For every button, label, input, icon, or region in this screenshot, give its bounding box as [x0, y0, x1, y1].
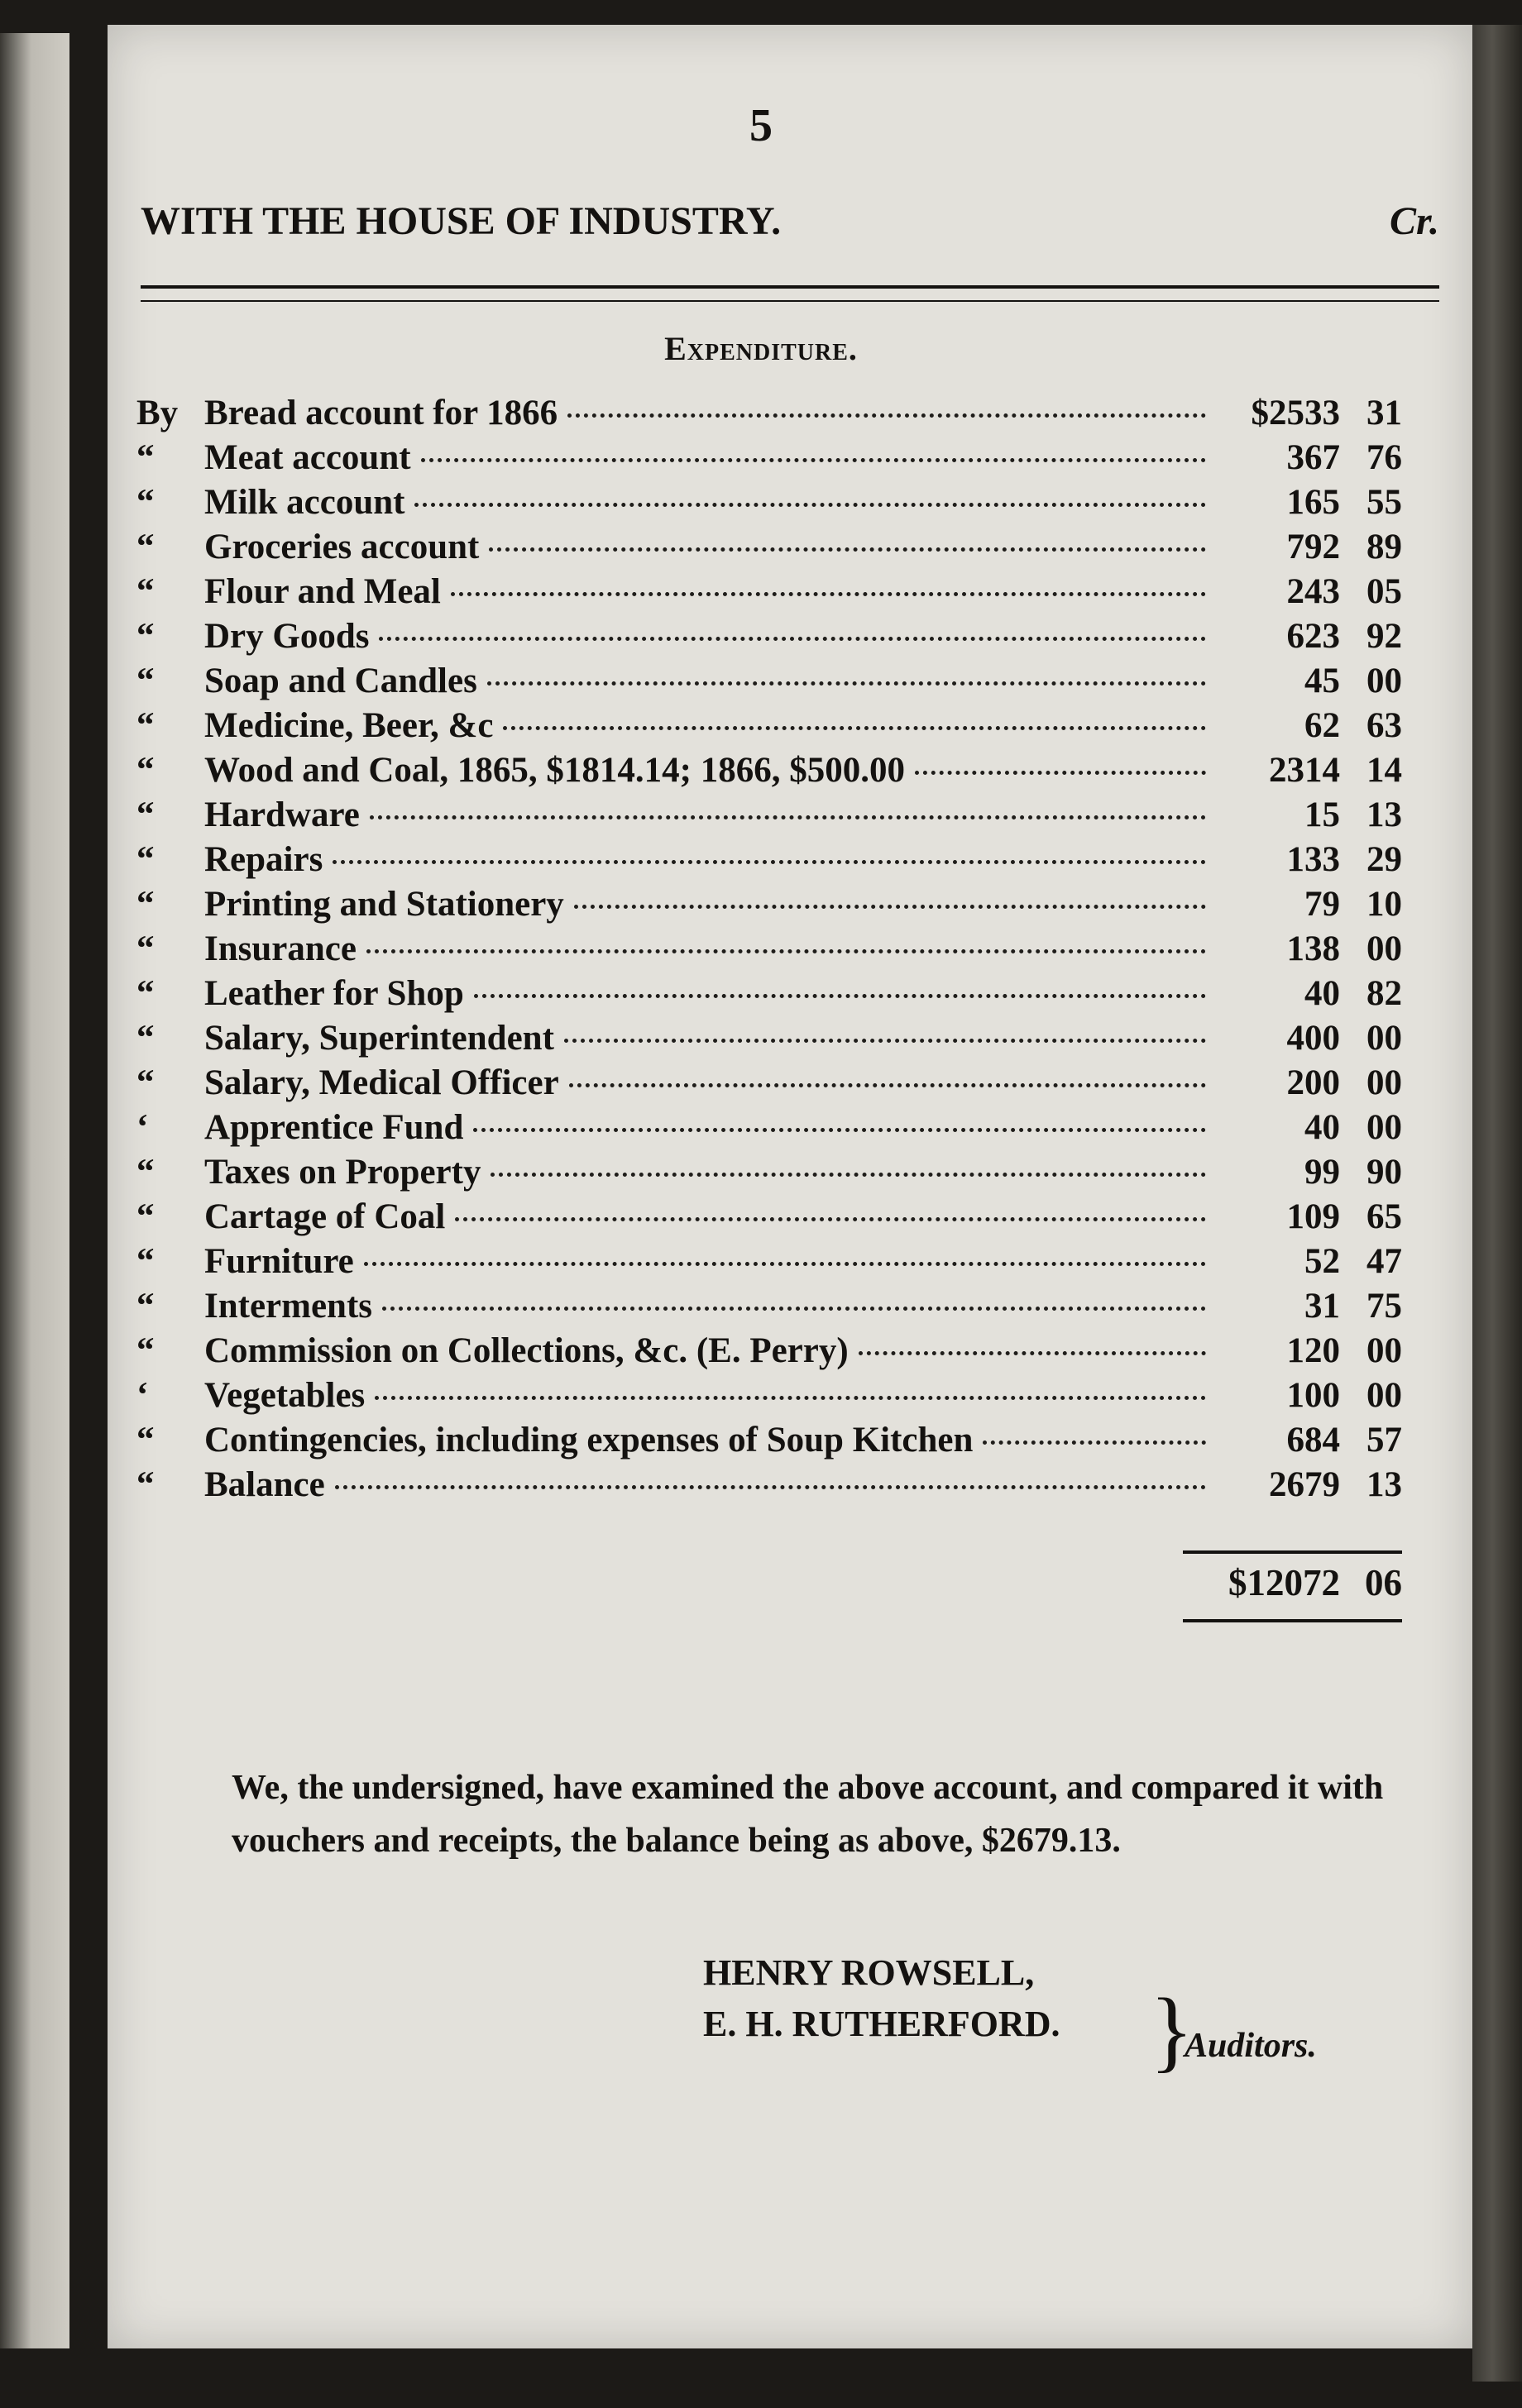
- ledger-row: [136, 661, 1402, 705]
- row-prefix: ‘: [136, 1108, 149, 1147]
- signatory-1: HENRY ROWSELL,: [703, 1952, 1035, 1993]
- ledger-row: [136, 1152, 1402, 1197]
- ledger-row: [136, 1331, 1402, 1375]
- row-dollars: 15: [1304, 796, 1340, 834]
- dot-leader: [455, 1217, 1206, 1221]
- credit-side-label: Cr.: [1389, 199, 1439, 243]
- row-label: Salary, Medical Officer: [204, 1063, 559, 1102]
- row-label: Repairs: [204, 840, 323, 879]
- row-label: Vegetables: [204, 1376, 366, 1415]
- total-rule-top: [1183, 1550, 1402, 1554]
- row-dollars: 45: [1304, 662, 1340, 700]
- dot-leader: [491, 1173, 1206, 1177]
- row-prefix: “: [136, 974, 155, 1013]
- dot-leader: [379, 637, 1206, 641]
- row-label: Apprentice Fund: [204, 1108, 464, 1147]
- ledger-title: WITH THE HOUSE OF INDUSTRY.: [141, 199, 782, 243]
- ledger-row: [136, 1018, 1402, 1063]
- row-dollars: 165: [1286, 483, 1340, 522]
- row-cents: 10: [1366, 885, 1402, 924]
- row-cents: 13: [1366, 1465, 1402, 1504]
- row-cents: 00: [1366, 1019, 1402, 1058]
- row-cents: 00: [1366, 1108, 1402, 1147]
- row-label: Cartage of Coal: [204, 1197, 446, 1236]
- dot-leader: [489, 547, 1206, 552]
- row-dollars: 684: [1286, 1421, 1340, 1460]
- dot-leader: [859, 1351, 1206, 1355]
- row-dollars: 400: [1286, 1019, 1340, 1058]
- ledger-row: [136, 1286, 1402, 1331]
- row-cents: 00: [1366, 662, 1402, 700]
- ledger-row: [136, 393, 1402, 437]
- row-dollars: 792: [1286, 528, 1340, 566]
- book-spine-edge: [1472, 25, 1522, 2382]
- row-prefix: “: [136, 572, 155, 611]
- row-prefix: “: [136, 528, 155, 566]
- page-number: 5: [749, 100, 773, 151]
- ledger-row: [136, 1420, 1402, 1464]
- ledger-row: [136, 929, 1402, 973]
- row-cents: 55: [1366, 483, 1402, 522]
- dot-leader: [473, 1128, 1206, 1132]
- section-title: Expenditure.: [664, 330, 858, 367]
- row-prefix: “: [136, 751, 155, 790]
- row-cents: 76: [1366, 438, 1402, 477]
- row-dollars: 133: [1286, 840, 1340, 879]
- row-cents: 14: [1366, 751, 1402, 790]
- row-prefix: “: [136, 1331, 155, 1370]
- row-label: Leather for Shop: [204, 974, 464, 1013]
- row-label: Taxes on Property: [204, 1153, 481, 1192]
- row-dollars: 200: [1286, 1063, 1340, 1102]
- dot-leader: [503, 726, 1206, 730]
- ledger-row: [136, 750, 1402, 795]
- row-dollars: 138: [1286, 929, 1340, 968]
- row-dollars: 79: [1304, 885, 1340, 924]
- ledger-row: [136, 437, 1402, 482]
- ledger-row: [136, 1197, 1402, 1241]
- row-cents: 90: [1366, 1153, 1402, 1192]
- row-dollars: 367: [1286, 438, 1340, 477]
- row-dollars: 99: [1304, 1153, 1340, 1192]
- dot-leader: [364, 1262, 1206, 1266]
- auditors-label: Auditors.: [1185, 2027, 1317, 2065]
- row-label: Groceries account: [204, 528, 480, 566]
- row-cents: 29: [1366, 840, 1402, 879]
- row-label: Bread account for 1866: [204, 394, 558, 432]
- ledger-row: [136, 839, 1402, 884]
- row-prefix: “: [136, 885, 155, 924]
- row-dollars: 120: [1286, 1331, 1340, 1370]
- ledger-row: [136, 1241, 1402, 1286]
- row-label: Balance: [204, 1465, 325, 1504]
- signatures: [703, 1947, 1060, 2050]
- row-prefix: “: [136, 929, 155, 968]
- row-dollars: 62: [1304, 706, 1340, 745]
- dot-leader: [382, 1307, 1206, 1311]
- row-cents: 00: [1366, 929, 1402, 968]
- signatory-2: E. H. RUTHERFORD.: [703, 2004, 1060, 2044]
- row-prefix: “: [136, 796, 155, 834]
- total-cents: 06: [1365, 1562, 1402, 1603]
- dot-leader: [421, 458, 1206, 462]
- previous-page-edge: [0, 33, 69, 2348]
- row-label: Soap and Candles: [204, 662, 477, 700]
- dot-leader: [451, 592, 1206, 596]
- row-prefix: “: [136, 1242, 155, 1281]
- dot-leader: [487, 681, 1206, 686]
- dot-leader: [414, 503, 1206, 507]
- row-dollars: $2533: [1251, 394, 1340, 432]
- row-label: Hardware: [204, 796, 360, 834]
- ledger-row: [136, 482, 1402, 527]
- row-prefix: “: [136, 1063, 155, 1102]
- ledger-row: [136, 1375, 1402, 1420]
- row-prefix: “: [136, 840, 155, 879]
- row-dollars: 40: [1304, 974, 1340, 1013]
- row-prefix: “: [136, 1197, 155, 1236]
- row-label: Furniture: [204, 1242, 354, 1281]
- dot-leader: [574, 905, 1206, 909]
- ledger-row: [136, 705, 1402, 750]
- row-cents: 82: [1366, 974, 1402, 1013]
- row-dollars: 100: [1286, 1376, 1340, 1415]
- row-prefix: “: [136, 438, 155, 477]
- row-label: Salary, Superintendent: [204, 1019, 554, 1058]
- row-dollars: 40: [1304, 1108, 1340, 1147]
- row-prefix: “: [136, 1287, 155, 1326]
- row-cents: 92: [1366, 617, 1402, 656]
- row-label: Insurance: [204, 929, 357, 968]
- dot-leader: [375, 1396, 1206, 1400]
- row-cents: 00: [1366, 1063, 1402, 1102]
- row-label: Interments: [204, 1287, 373, 1326]
- auditors-statement: We, the undersigned, have examined the above account, and compared it with vouchers and receipts, the balance being as above, $2679.13.: [232, 1769, 1384, 1860]
- ledger-row: [136, 1063, 1402, 1107]
- row-label: Dry Goods: [204, 617, 370, 656]
- ledger-row: [136, 1107, 1402, 1152]
- expenditure-ledger: [136, 393, 1402, 1509]
- right-brace: }: [1150, 1980, 1194, 2081]
- row-cents: 31: [1366, 394, 1402, 432]
- dot-leader: [335, 1485, 1206, 1489]
- row-label: Medicine, Beer, &c: [204, 706, 494, 745]
- row-dollars: 52: [1304, 1242, 1340, 1281]
- row-cents: 13: [1366, 796, 1402, 834]
- ledger-row: [136, 795, 1402, 839]
- header-double-rule: [141, 285, 1439, 302]
- dot-leader: [366, 949, 1206, 953]
- row-prefix: “: [136, 1019, 155, 1058]
- row-prefix: ‘: [136, 1376, 149, 1415]
- row-dollars: 109: [1286, 1197, 1340, 1236]
- row-prefix: “: [136, 706, 155, 745]
- row-prefix: “: [136, 1421, 155, 1460]
- dot-leader: [569, 1083, 1206, 1087]
- row-label: Meat account: [204, 438, 411, 477]
- row-cents: 63: [1366, 706, 1402, 745]
- dot-leader: [567, 413, 1206, 418]
- row-dollars: 243: [1286, 572, 1340, 611]
- row-cents: 00: [1366, 1376, 1402, 1415]
- ledger-row: [136, 884, 1402, 929]
- row-label: Flour and Meal: [204, 572, 441, 611]
- row-dollars: 2679: [1269, 1465, 1340, 1504]
- row-label: Commission on Collections, &c. (E. Perry): [204, 1331, 849, 1370]
- row-label: Milk account: [204, 483, 405, 522]
- ledger-row: [136, 973, 1402, 1018]
- ledger-header: [141, 198, 1439, 244]
- dot-leader: [333, 860, 1206, 864]
- ledger-row: [136, 571, 1402, 616]
- row-cents: 65: [1366, 1197, 1402, 1236]
- dot-leader: [915, 771, 1206, 775]
- row-prefix: “: [136, 1465, 155, 1504]
- row-cents: 05: [1366, 572, 1402, 611]
- row-dollars: 623: [1286, 617, 1340, 656]
- row-prefix: “: [136, 617, 155, 656]
- dot-leader: [474, 994, 1206, 998]
- row-label: Wood and Coal, 1865, $1814.14; 1866, $500.00: [204, 751, 905, 790]
- row-cents: 00: [1366, 1331, 1402, 1370]
- ledger-row: [136, 1464, 1402, 1509]
- ledger-total: [1183, 1561, 1402, 1604]
- ledger-row: [136, 527, 1402, 571]
- row-label: Printing and Stationery: [204, 885, 564, 924]
- row-prefix: By: [136, 394, 179, 432]
- row-dollars: 2314: [1269, 751, 1340, 790]
- ledger-row: [136, 616, 1402, 661]
- total-dollars: $12072: [1228, 1562, 1340, 1603]
- row-cents: 75: [1366, 1287, 1402, 1326]
- row-prefix: “: [136, 1153, 155, 1192]
- dot-leader: [983, 1440, 1206, 1445]
- row-label: Contingencies, including expenses of Soup Kitchen: [204, 1421, 974, 1460]
- row-cents: 47: [1366, 1242, 1402, 1281]
- row-prefix: “: [136, 483, 155, 522]
- total-rule-bottom: [1183, 1619, 1402, 1622]
- row-cents: 57: [1366, 1421, 1402, 1460]
- dot-leader: [564, 1039, 1206, 1043]
- row-prefix: “: [136, 662, 155, 700]
- row-cents: 89: [1366, 528, 1402, 566]
- dot-leader: [370, 815, 1206, 819]
- row-dollars: 31: [1304, 1287, 1340, 1326]
